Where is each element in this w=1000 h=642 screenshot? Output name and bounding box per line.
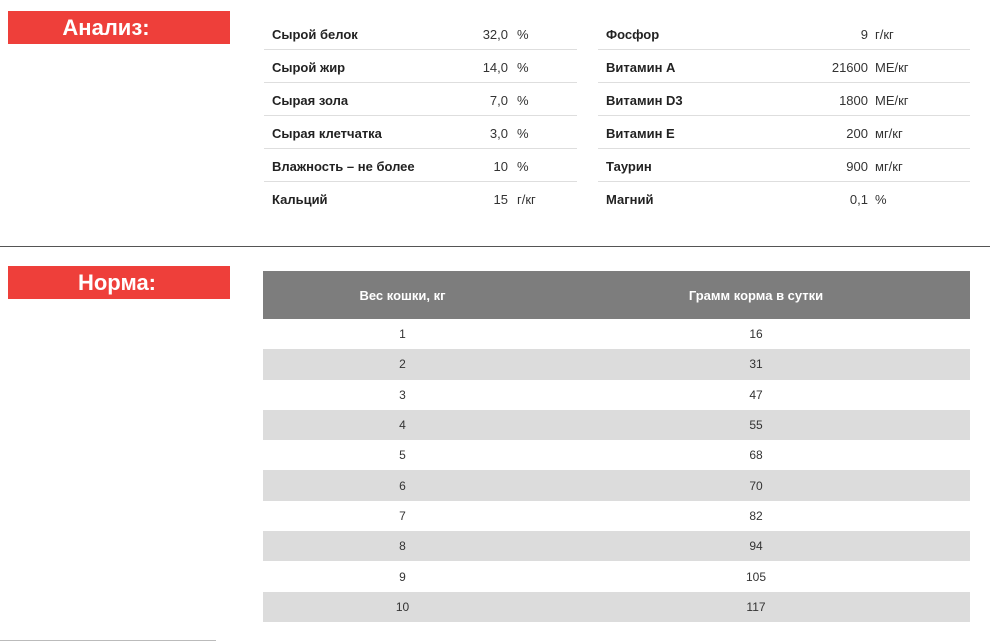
nutrient-row (598, 17, 970, 50)
nutrient-row (598, 182, 970, 215)
daily-grams-cell: 82 (749, 508, 763, 523)
nutrient-value: 9 (860, 27, 868, 42)
cat-weight-cell: 5 (399, 448, 406, 463)
analysis-left-column (264, 17, 577, 215)
table-row (263, 319, 970, 349)
nutrient-row (264, 182, 577, 215)
nutrient-name: Сырой белок (272, 27, 358, 42)
daily-grams-cell: 68 (749, 448, 763, 463)
cat-weight-cell: 4 (263, 410, 542, 440)
nutrient-unit: % (517, 60, 529, 75)
daily-grams-cell: 70 (542, 470, 970, 500)
nutrient-unit: г/кг (875, 27, 894, 42)
nutrient-row (264, 116, 577, 149)
nutrient-name: Витамин Е (606, 126, 675, 141)
nutrient-name: Влажность – не более (272, 159, 415, 174)
nutrient-row (264, 149, 577, 182)
nutrient-value: 7,0 (489, 93, 508, 108)
bottom-rule (0, 640, 216, 641)
cat-weight-cell: 7 (399, 508, 406, 523)
nutrient-row (598, 83, 970, 116)
table-row (263, 380, 970, 410)
cat-weight-cell: 9 (399, 569, 406, 584)
feeding-norm-table (263, 271, 970, 622)
nutrient-name: Сырая зола (272, 93, 349, 108)
column-header-daily-grams: Грамм корма в сутки (542, 271, 970, 319)
nutrient-unit: мг/кг (875, 159, 903, 174)
nutrient-value: 32,0 (482, 27, 508, 42)
nutrient-name: Таурин (606, 159, 652, 174)
table-row (263, 410, 970, 440)
nutrient-value: 14,0 (482, 60, 508, 75)
cat-weight-cell: 8 (263, 531, 542, 561)
nutrient-unit: % (517, 159, 529, 174)
table-header-row (263, 271, 970, 319)
nutrient-name: Фосфор (606, 27, 660, 42)
nutrient-unit: МЕ/кг (875, 93, 909, 108)
nutrient-row (264, 17, 577, 50)
nutrient-row (598, 50, 970, 83)
nutrient-value: 10 (493, 159, 508, 174)
cat-weight-cell: 1 (399, 327, 406, 342)
nutrient-row (598, 149, 970, 182)
nutrient-row (598, 116, 970, 149)
daily-grams-cell: 117 (542, 592, 970, 622)
table-row (263, 561, 970, 591)
nutrient-unit: % (517, 93, 529, 108)
nutrient-value: 0,1 (849, 192, 868, 207)
nutrient-value: 3,0 (489, 126, 508, 141)
daily-grams-cell: 47 (749, 387, 763, 402)
nutrient-row (264, 50, 577, 83)
table-row (263, 349, 970, 379)
nutrient-unit: мг/кг (875, 126, 903, 141)
nutrient-unit: % (875, 192, 887, 207)
nutrient-unit: МЕ/кг (875, 60, 909, 75)
column-header-cat-weight: Вес кошки, кг (263, 271, 542, 319)
daily-grams-cell: 105 (745, 569, 767, 584)
table-row (263, 592, 970, 622)
nutrient-name: Кальций (272, 192, 328, 207)
daily-grams-cell: 16 (749, 327, 763, 342)
table-row (263, 501, 970, 531)
nutrient-value: 900 (846, 159, 868, 174)
nutrient-value: 1800 (839, 93, 868, 108)
analysis-section-label: Анализ: (8, 11, 230, 44)
table-row (263, 440, 970, 470)
nutrient-name: Витамин А (606, 60, 676, 75)
nutrient-unit: % (517, 27, 529, 42)
norm-section-label: Норма: (8, 266, 230, 299)
nutrient-unit: % (517, 126, 529, 141)
nutrient-value: 200 (846, 126, 868, 141)
cat-weight-cell: 2 (263, 349, 542, 379)
cat-weight-cell: 10 (263, 592, 542, 622)
daily-grams-cell: 55 (542, 410, 970, 440)
nutrient-row (264, 83, 577, 116)
nutrient-name: Сырая клетчатка (272, 126, 382, 141)
cat-weight-cell: 6 (263, 470, 542, 500)
daily-grams-cell: 94 (542, 531, 970, 561)
cat-weight-cell: 3 (399, 387, 406, 402)
section-divider (0, 246, 990, 247)
table-row (263, 531, 970, 561)
nutrient-value: 21600 (831, 60, 868, 75)
nutrient-name: Сырой жир (272, 60, 346, 75)
nutrient-value: 15 (493, 192, 508, 207)
analysis-right-column (598, 17, 970, 215)
table-row (263, 470, 970, 500)
nutrient-unit: г/кг (517, 192, 536, 207)
daily-grams-cell: 31 (542, 349, 970, 379)
nutrient-name: Витамин D3 (606, 93, 683, 108)
nutrient-name: Магний (606, 192, 654, 207)
